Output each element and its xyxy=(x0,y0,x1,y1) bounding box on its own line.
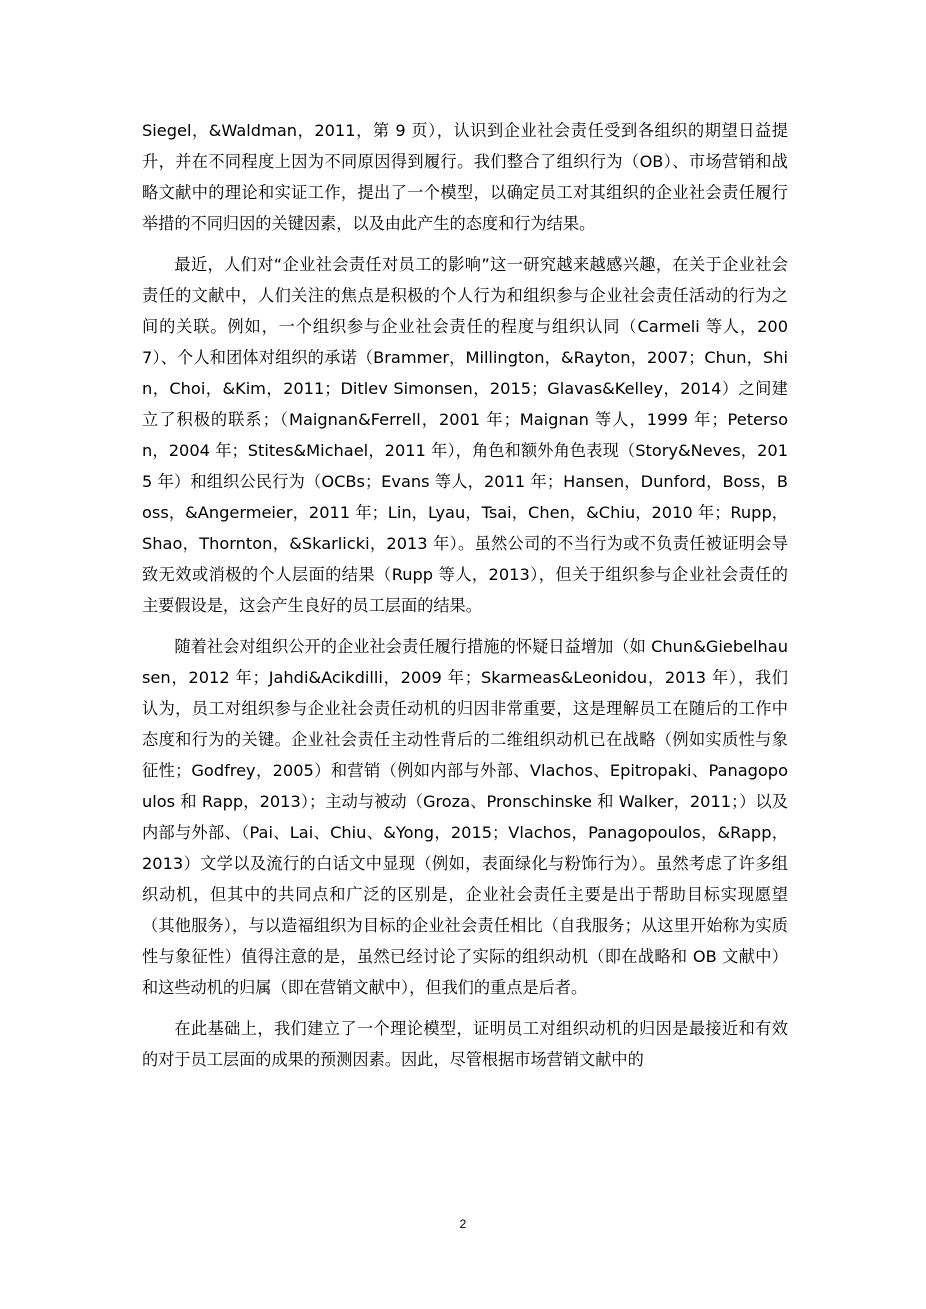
paragraph-2: 最近，人们对“企业社会责任对员工的影响”这一研究越来越感兴趣，在关于企业社会责任的文献中，人们关注的焦点是积极的个人行为和组织参与企业社会责任活动的行为之间的关联。例如，一个组织参与企业社会责任的程度与组织认同（Carmeli 等人，2007）、个人和团体对组织的承诺（Brammer，Millington，&Rayton，2007；Chun，Shin，Choi，&Kim，2011；Ditlev Simonsen，2015；Glavas&Kelley，2014）之间建立了积极的联系；（Maignan&Ferrell，2001 年；Maignan 等人，1999 年；Peterson，2004 年；Stites&Michael，2011 年），角色和额外角色表现（Story&Neves，2015 年）和组织公民行为（OCBs；Evans 等人，2011 年；Hansen，Dunford，Boss，Boss，&Angermeier，2011 年；Lin，Lyau，Tsai，Chen，&Chiu，2010 年；Rupp，Shao，Thornton，&Skarlicki，2013 年）。虽然公司的不当行为或不负责任被证明会导致无效或消极的个人层面的结果（Rupp 等人，2013），但关于组织参与企业社会责任的主要假设是，这会产生良好的员工层面的结果。 xyxy=(142,255,788,615)
body-text xyxy=(142,115,788,1085)
paragraph-3: 随着社会对组织公开的企业社会责任履行措施的怀疑日益增加（如 Chun&Giebelhausen，2012 年；Jahdi&Acikdilli，2009 年；Skarmeas&Leonidou，2013 年），我们认为，员工对组织参与企业社会责任动机的归因非常重要，这是理解员工在随后的工作中态度和行为的关键。企业社会责任主动性背后的二维组织动机已在战略（例如实质性与象征性；Godfrey，2005）和营销（例如内部与外部、Vlachos、Epitropaki、Panagopoulos 和 Rapp，2013）；主动与被动（Groza、Pronschinske 和 Walker，2011；）以及内部与外部、（Pai、Lai、Chiu、&Yong，2015；Vlachos，Panagopoulos，&Rapp，2013）文学以及流行的白话文中显现（例如，表面绿化与粉饰行为）。虽然考虑了许多组织动机，但其中的共同点和广泛的区别是，企业社会责任主要是出于帮助目标实现愿望（其他服务），与以造福组织为目标的企业社会责任相比（自我服务；从这里开始称为实质性与象征性）值得注意的是，虽然已经讨论了实际的组织动机（即在战略和 OB 文献中）和这些动机的归属（即在营销文献中），但我们的重点是后者。 xyxy=(142,637,788,997)
paragraph-1: Siegel，&Waldman，2011，第 9 页），认识到企业社会责任受到各组织的期望日益提升，并在不同程度上因为不同原因得到履行。我们整合了组织行为（OB）、市场营销和战略文献中的理论和实证工作，提出了一个模型，以确定员工对其组织的企业社会责任履行举措的不同归因的关键因素，以及由此产生的态度和行为结果。 xyxy=(142,121,788,233)
page-number: 2 xyxy=(459,1217,467,1231)
paragraph-4: 在此基础上，我们建立了一个理论模型，证明员工对组织动机的归因是最接近和有效的对于员工层面的成果的预测因素。因此，尽管根据市场营销文献中的 xyxy=(142,1019,788,1069)
